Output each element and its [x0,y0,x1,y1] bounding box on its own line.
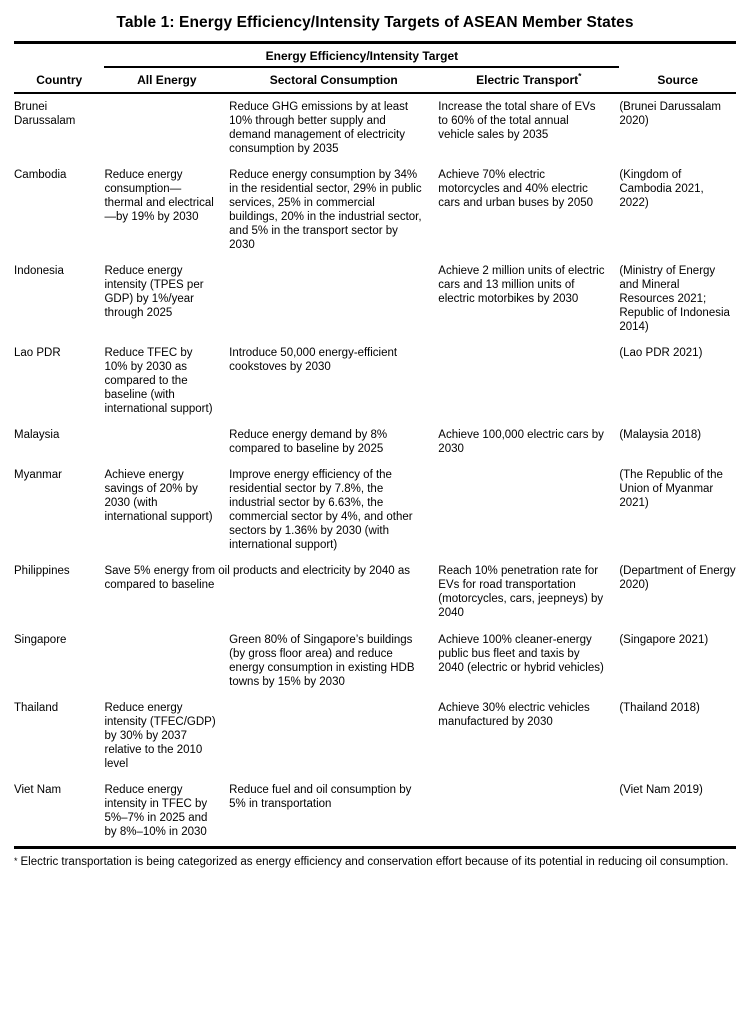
cell-country: Myanmar [14,469,62,482]
cell-country: Thailand [14,701,59,714]
cell-electric-transport: Achieve 2 million units of electric cars and 13 million units of electric motorbikes by 2030 [438,265,605,306]
cell-sectoral-consumption: Improve energy efficiency of the residential sector by 7.8%, the industrial sector by 6.63%, the commercial sector by 4%, and other sectors by 1.36% by 2030 (with international support) [229,469,413,552]
cell-sectoral-consumption [229,696,438,778]
col-header-electric-transport [438,67,619,93]
table-row [14,628,736,696]
cell-all-energy: Reduce TFEC by 10% by 2030 as compared to the baseline (with international support) [104,347,213,416]
table-row [14,696,736,778]
cell-source: (Department of Energy 2020) [619,565,736,592]
cell-source: (Thailand 2018) [619,701,700,714]
cell-all-energy: Reduce energy intensity (TFEC/GDP) by 30% by 2037 relative to the 2010 level [104,701,216,770]
group-header-spacer-right [619,43,736,68]
col-header-sectoral-consumption: Sectoral Consumption [229,67,438,93]
cell-sectoral-consumption [229,259,438,341]
cell-country: Philippines [14,565,70,578]
cell-all-energy: Reduce energy consumption—thermal and electrical—by 19% by 2030 [104,169,214,224]
group-header-row [14,43,736,68]
footnote [14,854,736,870]
cell-all-energy [104,93,229,163]
table-row [14,463,736,559]
table-header [14,43,736,94]
cell-source: (Ministry of Energy and Mineral Resources 2021; Republic of Indonesia 2014) [619,265,730,334]
cell-source: (Brunei Darussalam 2020) [619,101,721,128]
cell-source: (Singapore 2021) [619,633,709,646]
cell-all-energy: Reduce energy intensity in TFEC by 5%–7% in 2025 and by 8%–10% in 2030 [104,783,208,838]
table-row [14,259,736,341]
cell-sectoral-consumption: Reduce energy consumption by 34% in the residential sector, 29% in public services, 25% in commercial buildings, 20% in the industrial sector, and 5% in the transport sector by 2030 [229,169,422,252]
footnote-reference-asterisk: * [578,71,582,81]
cell-sectoral-consumption: Green 80% of Singapore’s buildings (by gross floor area) and reduce energy consumption in existing HDB towns by 15% by 2030 [229,633,415,688]
cell-electric-transport: Increase the total share of EVs to 60% of the total annual vehicle sales by 2035 [438,101,596,142]
cell-sectoral-consumption: Reduce GHG emissions by at least 10% through better supply and demand management of electricity consumption by 2035 [229,101,409,156]
cell-electric-transport: Achieve 30% electric vehicles manufactured by 2030 [438,701,590,728]
cell-all-energy [104,628,229,696]
table-row [14,341,736,423]
electric-transport-label: Electric Transport [476,73,579,87]
column-header-row [14,67,736,93]
table-row [14,423,736,463]
cell-all-energy-sectoral: Save 5% energy from oil products and electricity by 2040 as compared to baseline [104,565,411,592]
col-header-source: Source [619,67,736,93]
cell-source: (Malaysia 2018) [619,429,702,442]
cell-electric-transport [438,778,619,848]
col-header-country: Country [14,67,104,93]
cell-source: (Lao PDR 2021) [619,347,703,360]
cell-all-energy [104,423,229,463]
cell-electric-transport [438,341,619,423]
cell-country: Brunei Darussalam [14,101,76,128]
col-header-all-energy: All Energy [104,67,229,93]
cell-electric-transport: Achieve 70% electric motorcycles and 40% electric cars and urban buses by 2050 [438,169,594,210]
cell-source: (Kingdom of Cambodia 2021, 2022) [619,169,704,210]
cell-country: Singapore [14,633,67,646]
cell-sectoral-consumption: Introduce 50,000 energy-efficient cookstoves by 2030 [229,347,398,374]
footnote-text: Electric transportation is being categorized as energy efficiency and conservation effort because of its potential in reducing oil consumption. [20,855,729,868]
footnote-marker: * [14,855,18,866]
cell-electric-transport: Achieve 100% cleaner-energy public bus fleet and taxis by 2040 (electric or hybrid vehicles) [438,633,604,674]
cell-country: Lao PDR [14,347,61,360]
cell-sectoral-consumption: Reduce energy demand by 8% compared to baseline by 2025 [229,429,388,456]
cell-all-energy: Reduce energy intensity (TPES per GDP) by 1%/year through 2025 [104,265,204,320]
table-row [14,163,736,259]
table-title: Table 1: Energy Efficiency/Intensity Targets of ASEAN Member States [116,14,634,31]
cell-electric-transport [438,463,619,559]
cell-sectoral-consumption: Reduce fuel and oil consumption by 5% in transportation [229,783,412,810]
cell-country: Malaysia [14,429,60,442]
table-row [14,559,736,627]
cell-electric-transport: Reach 10% penetration rate for EVs for road transportation (motorcycles, cars, jeepneys) by 2040 [438,565,604,620]
group-header-spacer-left [14,43,104,68]
energy-targets-table [14,41,736,849]
cell-source: (The Republic of the Union of Myanmar 2021) [619,469,723,510]
cell-country: Indonesia [14,265,64,278]
cell-electric-transport: Achieve 100,000 electric cars by 2030 [438,429,604,456]
cell-country: Viet Nam [14,783,62,796]
table-row [14,93,736,163]
group-header: Energy Efficiency/Intensity Target [104,43,619,68]
cell-source: (Viet Nam 2019) [619,783,703,796]
cell-all-energy: Achieve energy savings of 20% by 2030 (with international support) [104,469,213,524]
table-row [14,778,736,848]
table-body [14,93,736,847]
cell-country: Cambodia [14,169,67,182]
